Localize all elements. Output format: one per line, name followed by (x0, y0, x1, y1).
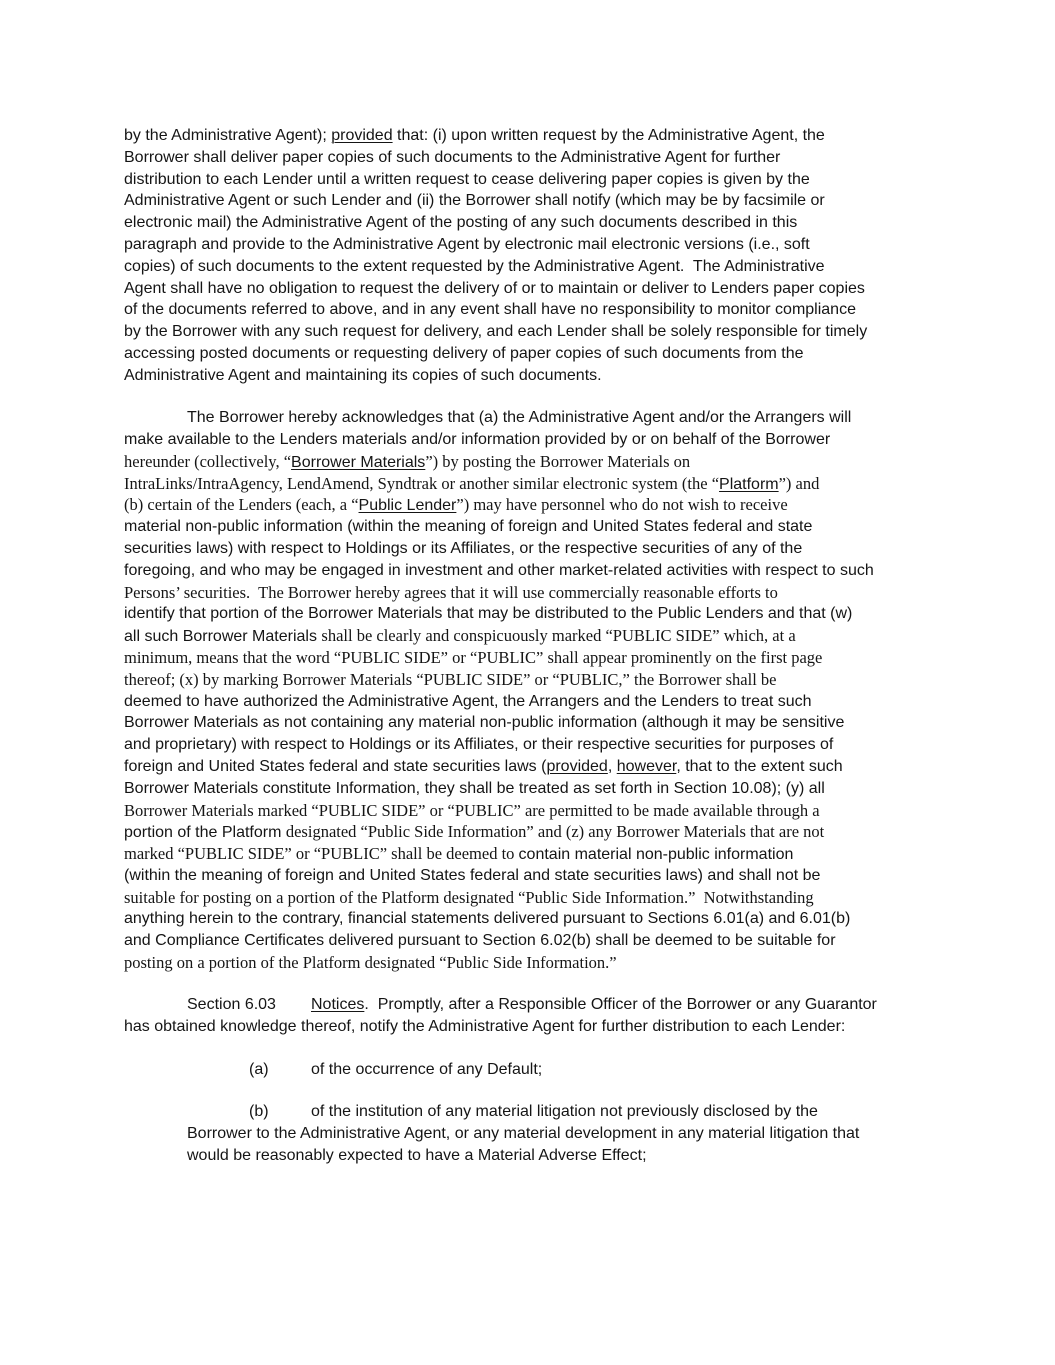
text-run: anything herein to the contrary, financial statements delivered pursuant to Sections 6.01(a) and 6.01(b) (124, 910, 851, 928)
paragraph-paper-copies-delivery (124, 125, 1055, 387)
text-line (124, 343, 1055, 365)
text-line (124, 278, 1055, 300)
text-line (124, 516, 1055, 538)
text-run: posting on a portion of the Platform designated “Public Side Information.” (124, 953, 617, 973)
text-run: material non-public information (within the meaning of foreign and United States federal and state (124, 518, 813, 536)
text-line (124, 994, 1055, 1016)
text-run: , that to the extent such (676, 757, 843, 775)
text-line (124, 647, 1055, 669)
text-line (124, 930, 1055, 952)
text-line (124, 691, 1055, 713)
text-line (124, 429, 1055, 451)
text-line (124, 669, 1055, 691)
clause-label: (a) (249, 1060, 269, 1078)
defined-term: provided (331, 127, 393, 144)
text-run: portion of the Platform (124, 824, 286, 842)
text-line (124, 952, 1055, 974)
text-run: identify that portion of the Borrower Materials that may be distributed to the Public Lenders and that (w) (124, 605, 853, 623)
text-line (124, 494, 1055, 516)
text-run: of the institution of any material litigation not previously disclosed by the (311, 1103, 818, 1121)
text-run: would be reasonably expected to have a Material Adverse Effect; (187, 1146, 647, 1164)
text-line (124, 625, 1055, 647)
text-line (124, 451, 1055, 473)
text-run: Borrower to the Administrative Agent, or any material development in any material litigation that (187, 1124, 860, 1142)
text-run: and Compliance Certificates delivered pursuant to Section 6.02(b) shall be deemed to be suitable for (124, 932, 836, 950)
text-run: accessing posted documents or requesting delivery of paper copies of such documents from the (124, 344, 804, 362)
text-run: , (607, 757, 617, 775)
clause-label: (b) (249, 1103, 269, 1121)
text-run: The Borrower hereby acknowledges that (a) the Administrative Agent and/or the Arrangers will (187, 409, 852, 427)
clause-b-litigation (124, 1101, 1055, 1166)
text-run: suitable for posting on a portion of the Platform designated “Public Side Information.” Notwithstanding (124, 887, 814, 907)
text-line (124, 169, 1055, 191)
text-run: Administrative Agent or such Lender and (ii) the Borrower shall notify (which may be by facsimile or (124, 192, 825, 210)
paragraph-borrower-materials (124, 407, 1055, 974)
text-line (124, 712, 1055, 734)
text-run: by the Administrative Agent); (124, 127, 332, 144)
text-run: paragraph and provide to the Administrative Agent by electronic mail electronic versions (i.e., soft (124, 235, 810, 253)
text-run: distribution to each Lender until a written request to cease delivering paper copies is given by the (124, 170, 810, 188)
text-line (124, 908, 1055, 930)
text-run: (b) certain of the Lenders (each, a “ (124, 495, 359, 515)
text-line (187, 1059, 1055, 1081)
text-run: Borrower shall deliver paper copies of such documents to the Administrative Agent for further (124, 148, 781, 166)
text-run: foregoing, and who may be engaged in investment and other market-related activities with respect to such (124, 561, 874, 579)
defined-term: Notices (311, 996, 365, 1014)
text-run: ”) may have personnel who do not wish to receive (456, 495, 788, 515)
text-run: (within the meaning of foreign and United States federal and state securities laws) and shall not be (124, 866, 821, 884)
text-run: make available to the Lenders materials and/or information provided by or on behalf of the Borrower (124, 430, 831, 448)
text-run: designated “Public Side Information” and (z) any Borrower Materials that are not (285, 822, 825, 842)
text-line (124, 538, 1055, 560)
text-line (124, 212, 1055, 234)
text-run: securities laws) with respect to Holdings or its Affiliates, or the respective securities of any of the (124, 539, 803, 557)
text-line (124, 234, 1055, 256)
text-run: hereunder (collectively, “ (124, 451, 292, 471)
text-run: Borrower Materials constitute Information, they shall be treated as set forth in Section 10.08); (y) all (124, 779, 825, 797)
text-line (124, 190, 1055, 212)
text-line (124, 407, 1055, 429)
text-line (124, 256, 1055, 278)
text-run: deemed to have authorized the Administrative Agent, the Arrangers and the Lenders to treat such (124, 692, 812, 710)
text-run: Borrower Materials as not containing any material non-public information (although it may be sensitive (124, 714, 845, 732)
text-line (187, 1123, 1055, 1145)
clause-label: Section 6.03 (187, 996, 276, 1014)
text-line (124, 756, 1055, 778)
text-run: thereof; (x) by marking Borrower Materials “PUBLIC SIDE” or “PUBLIC,” the Borrower shall be (124, 669, 777, 689)
text-line (124, 734, 1055, 756)
text-line (124, 147, 1055, 169)
text-run: of the occurrence of any Default; (311, 1060, 543, 1078)
text-run: minimum, means that the word “PUBLIC SIDE” or “PUBLIC” shall appear prominently on the first page (124, 647, 823, 667)
text-line (187, 1101, 1055, 1123)
clause-a-default (124, 1059, 1055, 1081)
text-run: all such Borrower Materials (124, 628, 322, 646)
text-run: Administrative Agent and maintaining its copies of such documents. (124, 366, 602, 384)
section-6-03-notices (124, 994, 1055, 1038)
text-line (124, 1016, 1055, 1038)
text-run: has obtained knowledge thereof, notify the Administrative Agent for further distribution to each Lender: (124, 1018, 846, 1036)
text-run: ”) and (778, 473, 820, 493)
text-line (124, 321, 1055, 343)
text-line (124, 865, 1055, 887)
defined-term: Borrower Materials (291, 453, 426, 471)
defined-term: however (616, 757, 677, 775)
text-run: Persons’ securities. The Borrower hereby agrees that it will use commercially reasonable efforts to (124, 582, 778, 602)
text-line (124, 778, 1055, 800)
defined-term: Public Lender (358, 497, 457, 515)
text-line (124, 800, 1055, 822)
text-run: and proprietary) with respect to Holdings or its Affiliates, or their respective securities for purposes of (124, 736, 834, 754)
text-line (124, 821, 1055, 843)
text-run: foreign and United States federal and state securities laws ( (124, 757, 547, 775)
text-run: Agent shall have no obligation to request the delivery of or to maintain or deliver to Lenders paper copies (124, 279, 865, 297)
text-run: copies) of such documents to the extent requested by the Administrative Agent. The Administrative (124, 257, 825, 275)
text-run: marked “PUBLIC SIDE” or “PUBLIC” shall be deemed to (124, 844, 519, 864)
text-run: contain material non-public information (518, 846, 794, 864)
text-line (124, 365, 1055, 387)
text-line (124, 473, 1055, 495)
text-run: . Promptly, after a Responsible Officer of the Borrower or any Guarantor (364, 996, 877, 1014)
text-line (124, 843, 1055, 865)
defined-term: Platform (719, 475, 779, 493)
text-run: ”) by posting the Borrower Materials on (425, 451, 691, 471)
text-line (187, 1145, 1055, 1167)
text-line (124, 299, 1055, 321)
text-line (124, 125, 1055, 147)
text-run: IntraLinks/IntraAgency, LendAmend, Syndtrak or another similar electronic system (the “ (124, 473, 720, 493)
text-line (124, 582, 1055, 604)
text-run: Borrower Materials marked “PUBLIC SIDE” or “PUBLIC” are permitted to be made available through a (124, 800, 820, 820)
defined-term: provided (546, 757, 608, 775)
text-run: of the documents referred to above, and in any event shall have no responsibility to monitor compliance (124, 301, 856, 319)
text-line (124, 603, 1055, 625)
text-run: electronic mail) the Administrative Agent of the posting of any such documents described in this (124, 214, 798, 232)
text-line (124, 560, 1055, 582)
text-run: that: (i) upon written request by the Administrative Agent, the (392, 127, 825, 144)
text-run: shall be clearly and conspicuously marked “PUBLIC SIDE” which, at a (321, 626, 796, 646)
text-run: by the Borrower with any such request for delivery, and each Lender shall be solely responsible for timely (124, 323, 868, 341)
text-line (124, 887, 1055, 909)
